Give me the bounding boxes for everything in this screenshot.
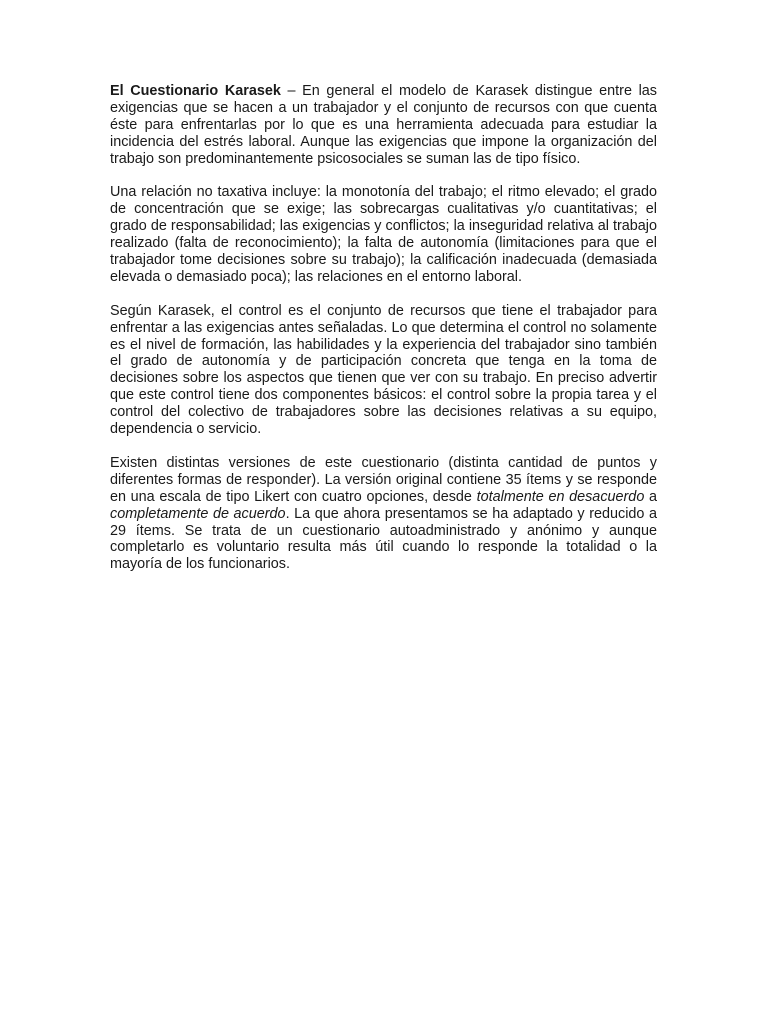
paragraph-versions-text-3: . La que ahora presentamos se ha adaptado y reducido a 29 ítems. Se trata de un cuestionario autoadministrado y anónimo y aunque completarlo es voluntario resulta más útil cuando lo responde la totalidad o la mayoría de los funcionarios.	[110, 505, 657, 573]
likert-option-low: totalmente en desacuerdo	[476, 488, 645, 505]
likert-option-high: completamente de acuerdo	[110, 505, 286, 522]
paragraph-versions-text-2: a	[644, 488, 657, 505]
paragraph-versions-text-1: Existen distintas versiones de este cuestionario (distinta cantidad de puntos y diferentes formas de responder). La versión original contiene 35 ítems y se responde en una escala de tipo Likert con cuatro opciones, desde	[110, 454, 657, 505]
document-title: El Cuestionario Karasek	[110, 83, 281, 99]
paragraph-versions	[110, 455, 657, 573]
paragraph-control: Según Karasek, el control es el conjunto de recursos que tiene el trabajador para enfrentar a las exigencias antes señaladas. Lo que determina el control no solamente es el nivel de formación, las habilidades y la experiencia del trabajador sino también el grado de autonomía y de participación concreta que tenga en la toma de decisiones sobre los aspectos que tienen que ver con su trabajo. En preciso advertir que este control tiene dos componentes básicos: el control sobre la propia tarea y el control del colectivo de trabajadores sobre las decisiones relativas a su equipo, dependencia o servicio.	[110, 302, 657, 438]
paragraph-demands-list: Una relación no taxativa incluye: la monotonía del trabajo; el ritmo elevado; el grado de concentración que se exige; las sobrecargas cualitativas y/o cuantitativas; el grado de responsabilidad; las exigencias y conflictos; la inseguridad relativa al trabajo realizado (falta de reconocimiento); la falta de autonomía (limitaciones para que el trabajador tome decisiones sobre su trabajo); la calificación inadecuada (demasiada elevada o demasiado poca); las relaciones en el entorno laboral.	[110, 184, 657, 285]
paragraph-intro-text: – En general el modelo de Karasek distingue entre las exigencias que se hacen a un trabajador y el conjunto de recursos con que cuenta éste para enfrentarlas por lo que es una herramienta adecuada para estudiar la incidencia del estrés laboral. Aunque las exigencias que impone la organización del trabajo son predominantemente psicosociales se suman las de tipo físico.	[110, 83, 658, 167]
document-body	[110, 83, 657, 590]
paragraph-intro	[110, 83, 657, 168]
